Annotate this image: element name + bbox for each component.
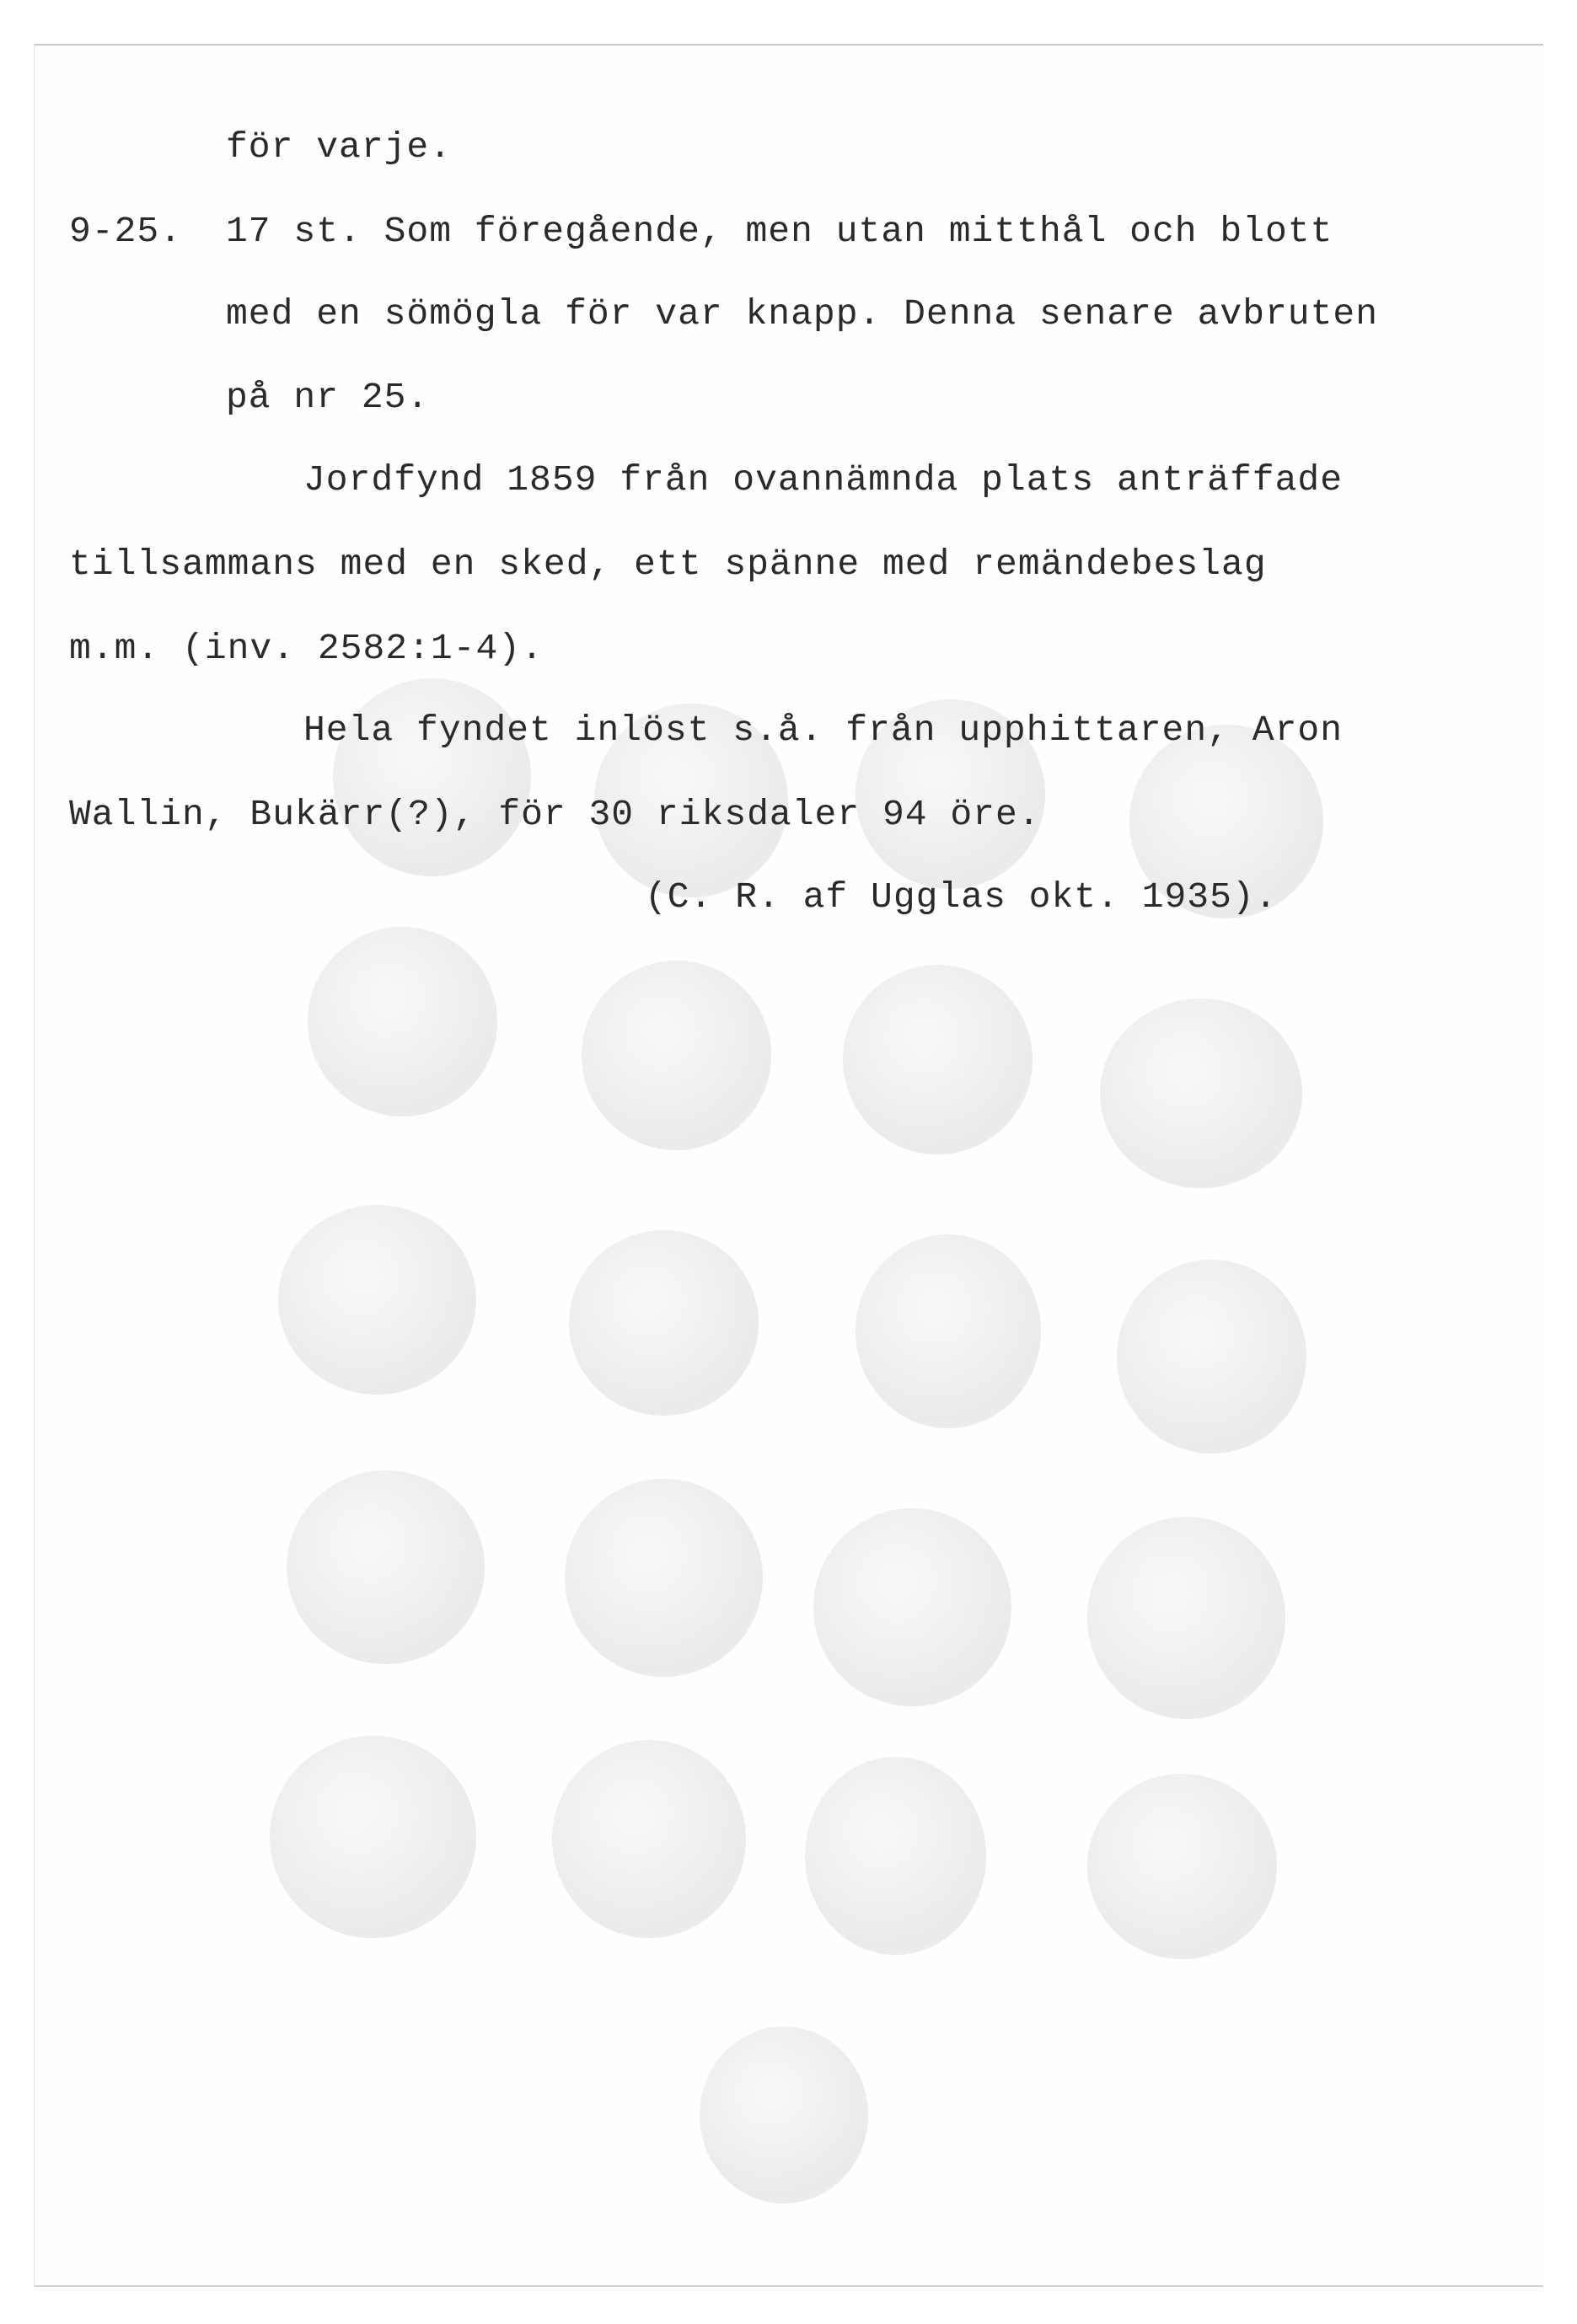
text-line-8: Hela fyndet inlöst s.å. från upphittaren, Aron [303,710,1343,751]
item-number: 9-25. [69,211,183,252]
text-line-3: med en sömögla för var knapp. Denna senare avbruten [226,293,1379,335]
text-line-1: för varje. [226,126,453,168]
text-line-7: m.m. (inv. 2582:1-4). [69,628,544,669]
text-line-9: Wallin, Bukärr(?), för 30 riksdaler 94 öre. [69,794,1041,835]
signature-line: (C. R. af Ugglas okt. 1935). [645,876,1278,918]
text-line-2: 17 st. Som föregående, men utan mitthål och blott [226,211,1333,252]
text-line-6: tillsammans med en sked, ett spänne med remändebeslag [69,544,1267,585]
text-line-4: på nr 25. [226,377,430,418]
text-line-5: Jordfynd 1859 från ovannämnda plats anträffade [303,459,1343,501]
